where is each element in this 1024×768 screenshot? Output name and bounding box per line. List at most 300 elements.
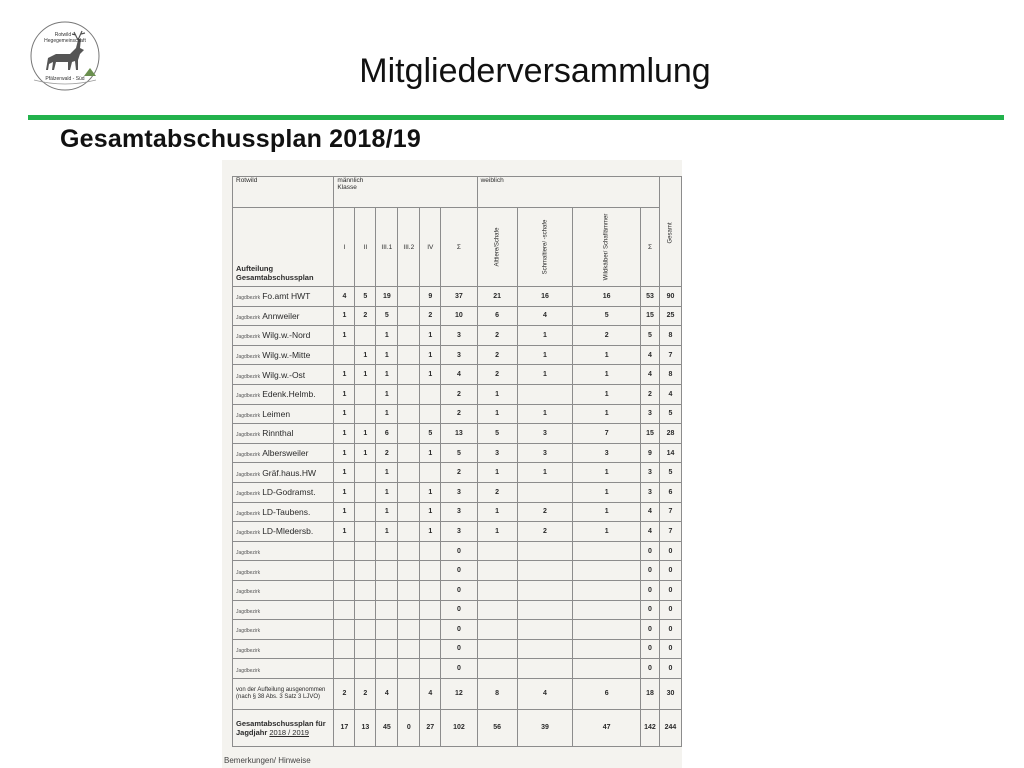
table-cell (477, 620, 517, 640)
table-cell (334, 580, 355, 600)
table-cell: 1 (573, 365, 641, 385)
table-cell (573, 541, 641, 561)
table-cell (420, 463, 441, 483)
table-cell (573, 600, 641, 620)
table-cell: 3 (477, 443, 517, 463)
table-cell (398, 600, 420, 620)
table-cell: 3 (517, 443, 573, 463)
table-cell: 0 (441, 659, 477, 679)
table-cell: 1 (376, 482, 398, 502)
table-row (233, 522, 682, 542)
jagdbezirk-name (233, 463, 334, 483)
male-header (334, 177, 477, 208)
table-cell: 7 (659, 345, 681, 365)
table-cell: 4 (420, 678, 441, 709)
table-cell: 1 (376, 326, 398, 346)
table-cell: 0 (659, 580, 681, 600)
table-cell: 1 (355, 345, 376, 365)
table-cell: 6 (659, 482, 681, 502)
female-class-header (517, 208, 573, 287)
table-row (233, 345, 682, 365)
table-cell: 12 (441, 678, 477, 709)
table-cell: 1 (477, 384, 517, 404)
table-cell: 0 (641, 620, 660, 640)
table-cell: 90 (659, 287, 681, 307)
row-prefix: Jagdbezirk (236, 471, 261, 478)
table-cell (517, 639, 573, 659)
abschussplan-table (232, 176, 682, 747)
table-cell: 10 (441, 306, 477, 326)
jagdbezirk-name (233, 306, 334, 326)
table-cell: 3 (517, 424, 573, 444)
table-cell: 0 (659, 639, 681, 659)
jagdbezirk-name (233, 404, 334, 424)
table-cell: 17 (334, 709, 355, 746)
species-header: Rotwild (233, 177, 334, 208)
table-cell: 0 (441, 541, 477, 561)
table-cell (517, 580, 573, 600)
aufteilung-label: Aufteilung (236, 264, 274, 273)
table-cell (398, 306, 420, 326)
row-name: LD-Mledersb. (262, 526, 314, 537)
table-cell: 1 (355, 424, 376, 444)
table-cell: 4 (517, 678, 573, 709)
table-cell (573, 639, 641, 659)
table-cell: 3 (441, 326, 477, 346)
table-row (233, 365, 682, 385)
table-cell: 1 (573, 502, 641, 522)
jagdbezirk-name (233, 620, 334, 640)
table-cell (355, 326, 376, 346)
male-class-header: IV (420, 208, 441, 287)
female-class-label: Wildkälber/ Schaflämmer (603, 213, 610, 281)
table-cell: 2 (334, 678, 355, 709)
gesamt-label: Gesamt (667, 222, 674, 244)
table-cell (376, 639, 398, 659)
row-name: Wilg.w.-Mitte (262, 350, 311, 361)
table-cell: 7 (659, 522, 681, 542)
table-cell: 3 (441, 502, 477, 522)
table-cell: 6 (573, 678, 641, 709)
jagdbezirk-name (233, 345, 334, 365)
table-cell: 4 (517, 306, 573, 326)
jagdbezirk-name (233, 424, 334, 444)
table-cell (334, 541, 355, 561)
table-cell: 5 (376, 306, 398, 326)
row-prefix: Jagdbezirk (236, 510, 261, 517)
table-cell: 3 (641, 482, 660, 502)
table-cell (398, 404, 420, 424)
jagdbezirk-name (233, 443, 334, 463)
jagdbezirk-name (233, 482, 334, 502)
female-class-header (573, 208, 641, 287)
row-name: Albersweiler (262, 448, 309, 459)
table-cell: 5 (659, 463, 681, 483)
female-class-label: Alttiere/Schafe (494, 227, 501, 267)
table-cell: 0 (641, 639, 660, 659)
table-cell: 21 (477, 287, 517, 307)
table-cell (573, 561, 641, 581)
table-cell: 1 (420, 482, 441, 502)
table-cell: 1 (376, 522, 398, 542)
table-cell: 25 (659, 306, 681, 326)
table-row (233, 541, 682, 561)
table-cell: 3 (641, 404, 660, 424)
table-cell (398, 443, 420, 463)
table-cell: 2 (477, 482, 517, 502)
table-cell: 0 (398, 709, 420, 746)
table-cell: 5 (355, 287, 376, 307)
table-cell: 5 (441, 443, 477, 463)
male-class-header: III.1 (376, 208, 398, 287)
table-cell (376, 561, 398, 581)
table-cell: 13 (355, 709, 376, 746)
table-cell (376, 620, 398, 640)
table-cell: 18 (641, 678, 660, 709)
table-cell: 1 (420, 502, 441, 522)
table-cell: 1 (334, 522, 355, 542)
row-name: Fo.amt HWT (262, 291, 311, 302)
table-cell (420, 639, 441, 659)
table-row (233, 287, 682, 307)
table-row (233, 384, 682, 404)
table-cell (398, 384, 420, 404)
table-cell (334, 620, 355, 640)
table-cell (420, 384, 441, 404)
table-cell: 8 (477, 678, 517, 709)
scanned-plan-image (222, 160, 682, 768)
jagdbezirk-name (233, 502, 334, 522)
table-cell: 1 (334, 384, 355, 404)
table-row (233, 561, 682, 581)
table-cell (398, 326, 420, 346)
total-year: 2018 / 2019 (269, 727, 309, 737)
table-cell: 0 (441, 620, 477, 640)
table-cell (517, 659, 573, 679)
table-cell (420, 561, 441, 581)
table-cell (517, 541, 573, 561)
table-cell: 4 (376, 678, 398, 709)
table-cell (517, 482, 573, 502)
row-name: Leimen (262, 408, 291, 419)
table-cell: 7 (659, 502, 681, 522)
table-cell (355, 600, 376, 620)
table-row (233, 404, 682, 424)
table-cell: 0 (641, 600, 660, 620)
table-cell: 1 (573, 404, 641, 424)
table-cell: 37 (441, 287, 477, 307)
table-cell: 1 (334, 502, 355, 522)
jagdbezirk-name (233, 580, 334, 600)
table-cell (398, 522, 420, 542)
table-cell: 2 (573, 326, 641, 346)
table-cell: 5 (477, 424, 517, 444)
male-class-header: II (355, 208, 376, 287)
table-cell (355, 482, 376, 502)
table-cell: 56 (477, 709, 517, 746)
jagdbezirk-name (233, 600, 334, 620)
table-cell: 1 (573, 522, 641, 542)
row-prefix: Jagdbezirk (236, 647, 261, 654)
logo-bottom-text: Pfälzerwald - Süd (45, 76, 85, 82)
table-cell (477, 580, 517, 600)
table-cell: 1 (573, 482, 641, 502)
green-divider (28, 115, 1004, 120)
table-cell: 19 (376, 287, 398, 307)
table-cell (517, 620, 573, 640)
table-cell: 7 (573, 424, 641, 444)
table-cell (334, 561, 355, 581)
table-row (233, 306, 682, 326)
table-row (233, 580, 682, 600)
table-cell: 244 (659, 709, 681, 746)
table-cell: 1 (376, 365, 398, 385)
remarks-label: Bemerkungen/ Hinweise (224, 756, 311, 765)
table-cell: 2 (441, 404, 477, 424)
row-prefix: Jagdbezirk (236, 589, 261, 596)
gesamt-header (659, 177, 681, 287)
table-cell: 2 (477, 345, 517, 365)
table-cell: 3 (441, 345, 477, 365)
table-cell (398, 502, 420, 522)
table-cell: 15 (641, 424, 660, 444)
total-label (233, 709, 334, 746)
table-cell: 1 (334, 424, 355, 444)
table-cell: 0 (441, 639, 477, 659)
table-cell: 1 (420, 345, 441, 365)
table-cell: 1 (376, 404, 398, 424)
table-cell (355, 463, 376, 483)
table-cell: 28 (659, 424, 681, 444)
total-row (233, 709, 682, 746)
jagdbezirk-name (233, 522, 334, 542)
jagdbezirk-name (233, 541, 334, 561)
exempt-label: von der Aufteilung ausgenommen (nach § 38 Abs. 3 Satz 3 LJVO) (233, 678, 334, 709)
table-cell (398, 287, 420, 307)
slide-title: Mitgliederversammlung (359, 52, 711, 90)
table-cell: 0 (641, 561, 660, 581)
row-prefix: Jagdbezirk (236, 667, 261, 674)
table-cell: 5 (641, 326, 660, 346)
table-cell: 0 (441, 600, 477, 620)
table-cell: 1 (334, 463, 355, 483)
table-cell: 2 (441, 463, 477, 483)
table-cell: 1 (420, 365, 441, 385)
table-cell: 102 (441, 709, 477, 746)
row-name: Gräf.haus.HW (262, 467, 317, 478)
row-prefix: Jagdbezirk (236, 314, 261, 321)
table-cell (573, 620, 641, 640)
table-cell: 1 (517, 326, 573, 346)
table-cell: 8 (659, 326, 681, 346)
table-cell (398, 678, 420, 709)
table-cell: 1 (573, 345, 641, 365)
row-prefix: Jagdbezirk (236, 354, 261, 361)
table-cell: 2 (517, 522, 573, 542)
table-row (233, 600, 682, 620)
jagdbezirk-name (233, 561, 334, 581)
table-cell: 0 (441, 561, 477, 581)
table-cell: 1 (334, 443, 355, 463)
row-prefix: Jagdbezirk (236, 491, 261, 498)
table-row (233, 326, 682, 346)
row-prefix: Jagdbezirk (236, 373, 261, 380)
table-cell: 4 (641, 345, 660, 365)
table-cell: 0 (659, 620, 681, 640)
table-cell (398, 482, 420, 502)
table-cell (398, 365, 420, 385)
table-cell (573, 659, 641, 679)
table-cell: 1 (573, 463, 641, 483)
row-name: LD-Taubens. (262, 506, 311, 517)
gesamtabschussplan-label: Gesamtabschussplan (236, 273, 314, 282)
row-prefix: Jagdbezirk (236, 432, 261, 439)
table-cell (420, 620, 441, 640)
table-cell (334, 345, 355, 365)
table-row (233, 502, 682, 522)
table-cell: 1 (517, 345, 573, 365)
table-row (233, 424, 682, 444)
aufteilung-header (233, 208, 334, 287)
row-prefix: Jagdbezirk (236, 530, 261, 537)
table-row (233, 482, 682, 502)
table-cell: 39 (517, 709, 573, 746)
table-cell: 2 (355, 678, 376, 709)
table-cell (355, 541, 376, 561)
table-cell (398, 561, 420, 581)
table-cell: 2 (477, 326, 517, 346)
jagdbezirk-name (233, 384, 334, 404)
table-cell: 4 (641, 502, 660, 522)
row-name: Rinnthal (262, 428, 294, 439)
table-cell: 0 (641, 541, 660, 561)
table-cell: 0 (659, 561, 681, 581)
table-cell: 15 (641, 306, 660, 326)
female-class-header (477, 208, 517, 287)
table-cell (398, 639, 420, 659)
table-cell: 1 (376, 345, 398, 365)
table-cell: 0 (659, 659, 681, 679)
table-row (233, 463, 682, 483)
table-cell (355, 620, 376, 640)
slide-subtitle: Gesamtabschussplan 2018/19 (60, 125, 421, 153)
row-prefix: Jagdbezirk (236, 628, 261, 635)
table-row (233, 620, 682, 640)
jagdbezirk-name (233, 365, 334, 385)
table-cell (334, 600, 355, 620)
table-cell: 1 (420, 522, 441, 542)
table-cell: 1 (477, 404, 517, 424)
table-cell (477, 600, 517, 620)
table-cell (334, 639, 355, 659)
table-cell (376, 600, 398, 620)
table-cell: 1 (477, 522, 517, 542)
table-cell: 2 (517, 502, 573, 522)
table-row (233, 639, 682, 659)
class-label: Klasse (337, 184, 357, 191)
table-cell: 1 (376, 502, 398, 522)
table-cell: 1 (334, 306, 355, 326)
table-cell: 30 (659, 678, 681, 709)
table-cell: 142 (641, 709, 660, 746)
female-header: weiblich (477, 177, 659, 208)
table-cell (398, 345, 420, 365)
table-cell (355, 384, 376, 404)
male-class-header: Σ (441, 208, 477, 287)
table-cell: 0 (641, 580, 660, 600)
table-cell: 8 (659, 365, 681, 385)
table-cell: 1 (517, 463, 573, 483)
table-cell: 6 (376, 424, 398, 444)
logo-title-line-1: Rotwild – (54, 32, 76, 38)
row-prefix: Jagdbezirk (236, 393, 261, 400)
table-cell (398, 463, 420, 483)
table-cell: 1 (334, 365, 355, 385)
row-prefix: Jagdbezirk (236, 569, 261, 576)
jagdbezirk-name (233, 287, 334, 307)
row-name: Wilg.w.-Nord (262, 330, 311, 341)
total-label-text: Gesamtabschussplan für Jagdjahr (236, 718, 326, 737)
table-cell: 3 (641, 463, 660, 483)
exempt-row (233, 678, 682, 709)
table-cell: 16 (517, 287, 573, 307)
table-cell: 1 (376, 463, 398, 483)
table-cell: 1 (376, 384, 398, 404)
table-cell: 9 (420, 287, 441, 307)
table-cell (355, 639, 376, 659)
table-cell: 5 (659, 404, 681, 424)
table-cell (355, 502, 376, 522)
table-cell: 0 (641, 659, 660, 679)
table-cell (355, 561, 376, 581)
table-cell (420, 600, 441, 620)
table-cell: 5 (420, 424, 441, 444)
table-cell: 4 (441, 365, 477, 385)
row-name: LD-Godramst. (262, 487, 316, 498)
logo-title-line-2: Hegegemeinschaft (44, 38, 86, 44)
table-cell: 1 (334, 482, 355, 502)
table-cell (477, 541, 517, 561)
table-cell: 45 (376, 709, 398, 746)
table-cell: 6 (477, 306, 517, 326)
table-cell: 1 (334, 326, 355, 346)
table-cell: 1 (334, 404, 355, 424)
jagdbezirk-name (233, 639, 334, 659)
table-cell: 4 (334, 287, 355, 307)
table-cell (355, 404, 376, 424)
table-cell (517, 600, 573, 620)
male-label: männlich (337, 177, 364, 184)
table-cell: 1 (573, 384, 641, 404)
row-prefix: Jagdbezirk (236, 550, 261, 557)
table-cell (355, 580, 376, 600)
table-cell: 4 (659, 384, 681, 404)
table-row (233, 443, 682, 463)
table-cell (376, 580, 398, 600)
table-row (233, 659, 682, 679)
table-cell: 47 (573, 709, 641, 746)
male-class-header: III.2 (398, 208, 420, 287)
row-prefix: Jagdbezirk (236, 334, 261, 341)
table-cell: 0 (659, 541, 681, 561)
table-cell: 0 (659, 600, 681, 620)
table-cell (477, 659, 517, 679)
table-cell (420, 659, 441, 679)
table-cell (420, 580, 441, 600)
male-class-header: I (334, 208, 355, 287)
table-cell (398, 580, 420, 600)
row-prefix: Jagdbezirk (236, 295, 261, 302)
